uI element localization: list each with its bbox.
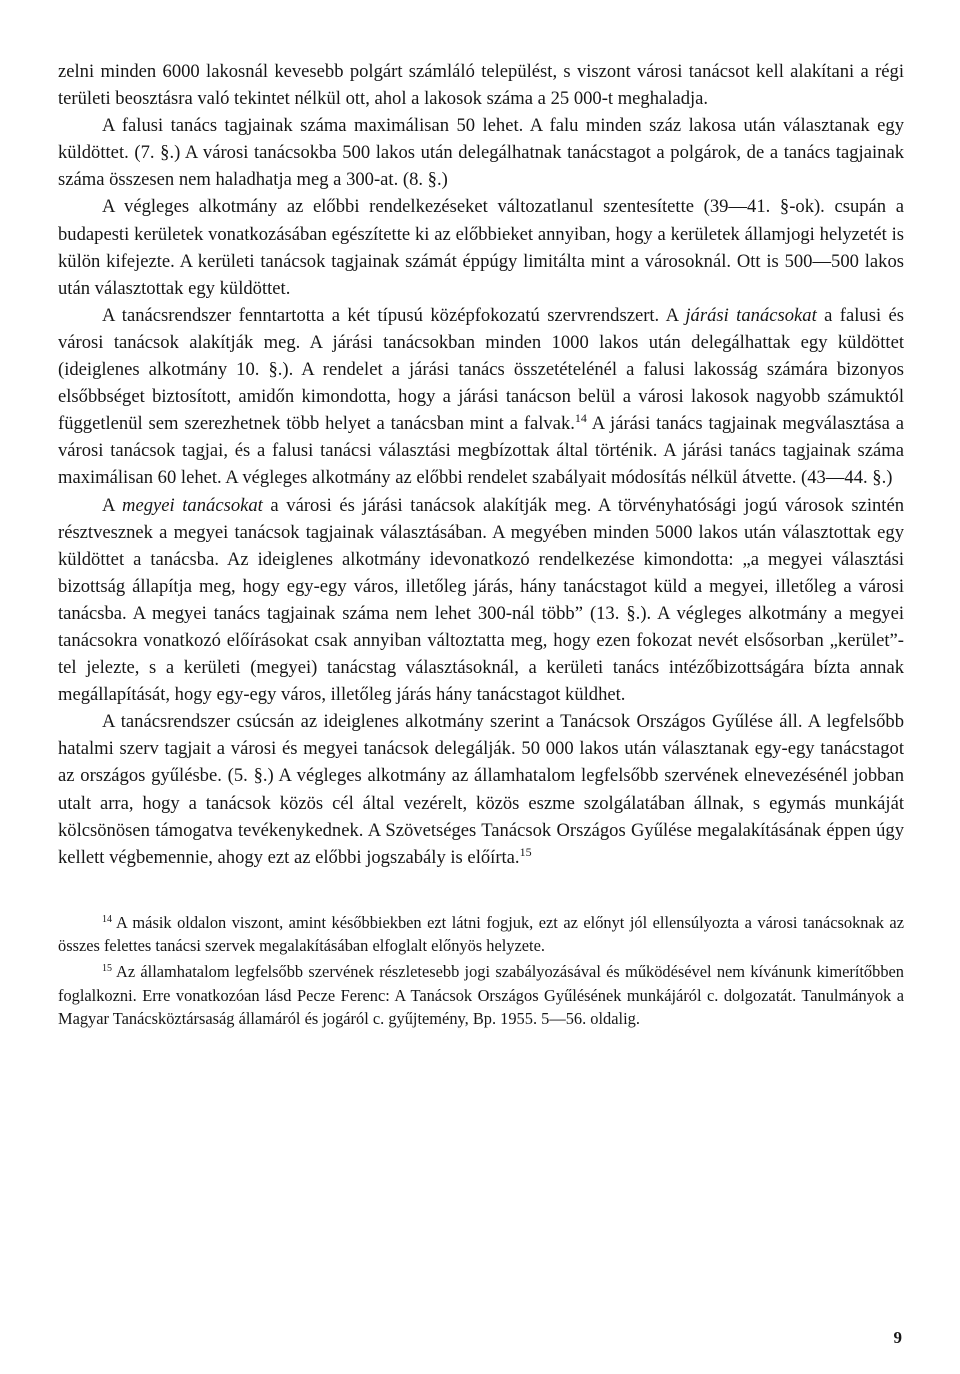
footnote-text: Az államhatalom legfelsőbb szervének részletesebb jogi szabályozásával és működésével nem kívánunk kimerítőbben foglalkozni. Erre vonatkozóan lásd Pecze Ferenc: A Tanácsok Országos Gyűlésének munkájáról c. dolgozatát. Tanulmányok a Magyar Tanácsköztársaság államáról és jogáról c. gyűjtemény, Bp. 1955. 5—56. oldalig. <box>58 962 904 1029</box>
paragraph <box>58 708 904 871</box>
paragraph-text: A tanácsrendszer fenntartotta a két típusú középfokozatú szervrendszert. A <box>102 304 686 326</box>
paragraph <box>58 492 904 709</box>
paragraph-text: A végleges alkotmány az előbbi rendelkezéseket változatlanul szentesítette (39—41. §-ok). csupán a budapesti kerületek vonatkozásában egészítette ki az előbbieket annyiban, hogy a kerületek államjogi helyzetét is külön kifejezte. A kerületi tanácsok tagjainak számát éppúgy limitálta mint a városoknál. Ott is 500—500 lakos után választottak egy küldöttet. <box>58 196 904 299</box>
paragraph <box>58 112 904 193</box>
emphasized-term: járási tanácsokat <box>685 304 817 326</box>
paragraph-text: zelni minden 6000 lakosnál kevesebb polgárt számláló települést, s viszont városi tanácsot kell alakítani a régi területi beosztásra való tekintet nélkül ott, ahol a lakosok száma a 25 000-t meghaladja. <box>58 61 904 110</box>
page-number: 9 <box>893 1328 902 1347</box>
footnote-reference: 15 <box>519 844 532 859</box>
paragraph <box>58 193 904 301</box>
paragraph-text: a falusi és városi tanácsok alakítják meg. A járási tanácsokban minden 1000 lakos után delegálhattak egy küldöttet (ideiglenes alkotmány 10. §.). A rendelet a járási tanács összetételénél a falusi lakosság számára bizonyos elsőbbséget biztosított, amidőn kimondotta, hogy a járási tanácson belül a városi lakosok nagyobb számuktól függetlenül sem szerezhetnek több helyet a tanácsban mint a falvak. <box>58 304 904 435</box>
paragraph <box>58 302 904 492</box>
paragraph-text: A falusi tanács tagjainak száma maximálisan 50 lehet. A falu minden száz lakosa után választanak egy küldöttet. (7. §.) A városi tanácsokba 500 lakos után delegálhatnak tanácstagot a polgárok, de a tanács tagjainak száma összesen nem haladhatja meg a 300-at. (8. §.) <box>58 115 904 191</box>
paragraph-text: a városi és járási tanácsok alakítják meg. A törvényhatósági jogú városok szintén résztvesznek a megyei tanácsok tagjainak választásában. A megyében minden 5000 lakos után választottak egy küldöttet a tanácsba. Az ideiglenes alkotmány idevonatkozó rendelkezése kimondotta: „a megyei választási bizottság állapítja meg, hogy egy-egy város, illetőleg járás, hány tanácstagot küld a megyei, illetőleg a városi tanácsba. A megyei tanács tagjainak száma nem lehet 300-nál több” (13. §.). A végleges alkotmány a megyei tanácsokra vonatkozó előírásokat csak annyiban változtatta meg, hogy ezen fokozat nevét elsősorban „kerület”-tel jelezte, s a kerületi (megyei) tanácstag választásoknál, a kerületi tanács intézőbizottságára bízta annak megállapítását, hogy egy-egy város, illetőleg járás hány tanácstagot küldhet. <box>58 494 904 706</box>
footnote-text: A másik oldalon viszont, amint későbbiekben ezt látni fogjuk, ezt az előnyt jól ellensúlyozta a városi tanácsoknak az összes felettes tanácsi szervek megalakításában elfoglalt előnyös helyzete. <box>58 912 904 956</box>
paragraph-text: A <box>102 494 123 516</box>
footnote-mark: 14 <box>102 913 112 925</box>
footnote-reference: 14 <box>574 411 587 426</box>
body-text <box>58 58 904 871</box>
footnote <box>58 960 904 1031</box>
footnote <box>58 911 904 958</box>
footnote-mark: 15 <box>102 963 112 974</box>
paragraph-text: A tanácsrendszer csúcsán az ideiglenes alkotmány szerint a Tanácsok Országos Gyűlése áll. A legfelsőbb hatalmi szerv tagjait a városi és megyei tanácsok delegálják. 50 000 lakos után választanak egy-egy tanácstagot az országos gyűlésbe. (5. §.) A végleges alkotmány az államhatalom legfelsőbb szervének elnevezésénél jobban utalt arra, hogy a tanácsok közös cél által vezérelt, közös eszme szolgálatában állnak, s egymás munkáját kölcsönösen támogatva tevékenykednek. A Szövetséges Tanácsok Országos Gyűlése megalakításának éppen úgy kellett végbemennie, ahogy ezt az előbbi jogszabály is előírta. <box>58 711 904 868</box>
footnotes <box>58 911 904 1031</box>
paragraph <box>58 58 904 112</box>
paragraph-text: A járási tanács tagjainak megválasztása a városi tanácsok tagjai, és a falusi tanácsi választási megbízottak által történik. A járási tanács tagjainak száma maximálisan 60 lehet. A végleges alkotmány az előbbi rendelet szabályait módosítás nélkül átvette. (43—44. §.) <box>58 413 904 489</box>
document-page <box>58 58 904 1033</box>
emphasized-term: megyei tanácsokat <box>122 494 263 516</box>
